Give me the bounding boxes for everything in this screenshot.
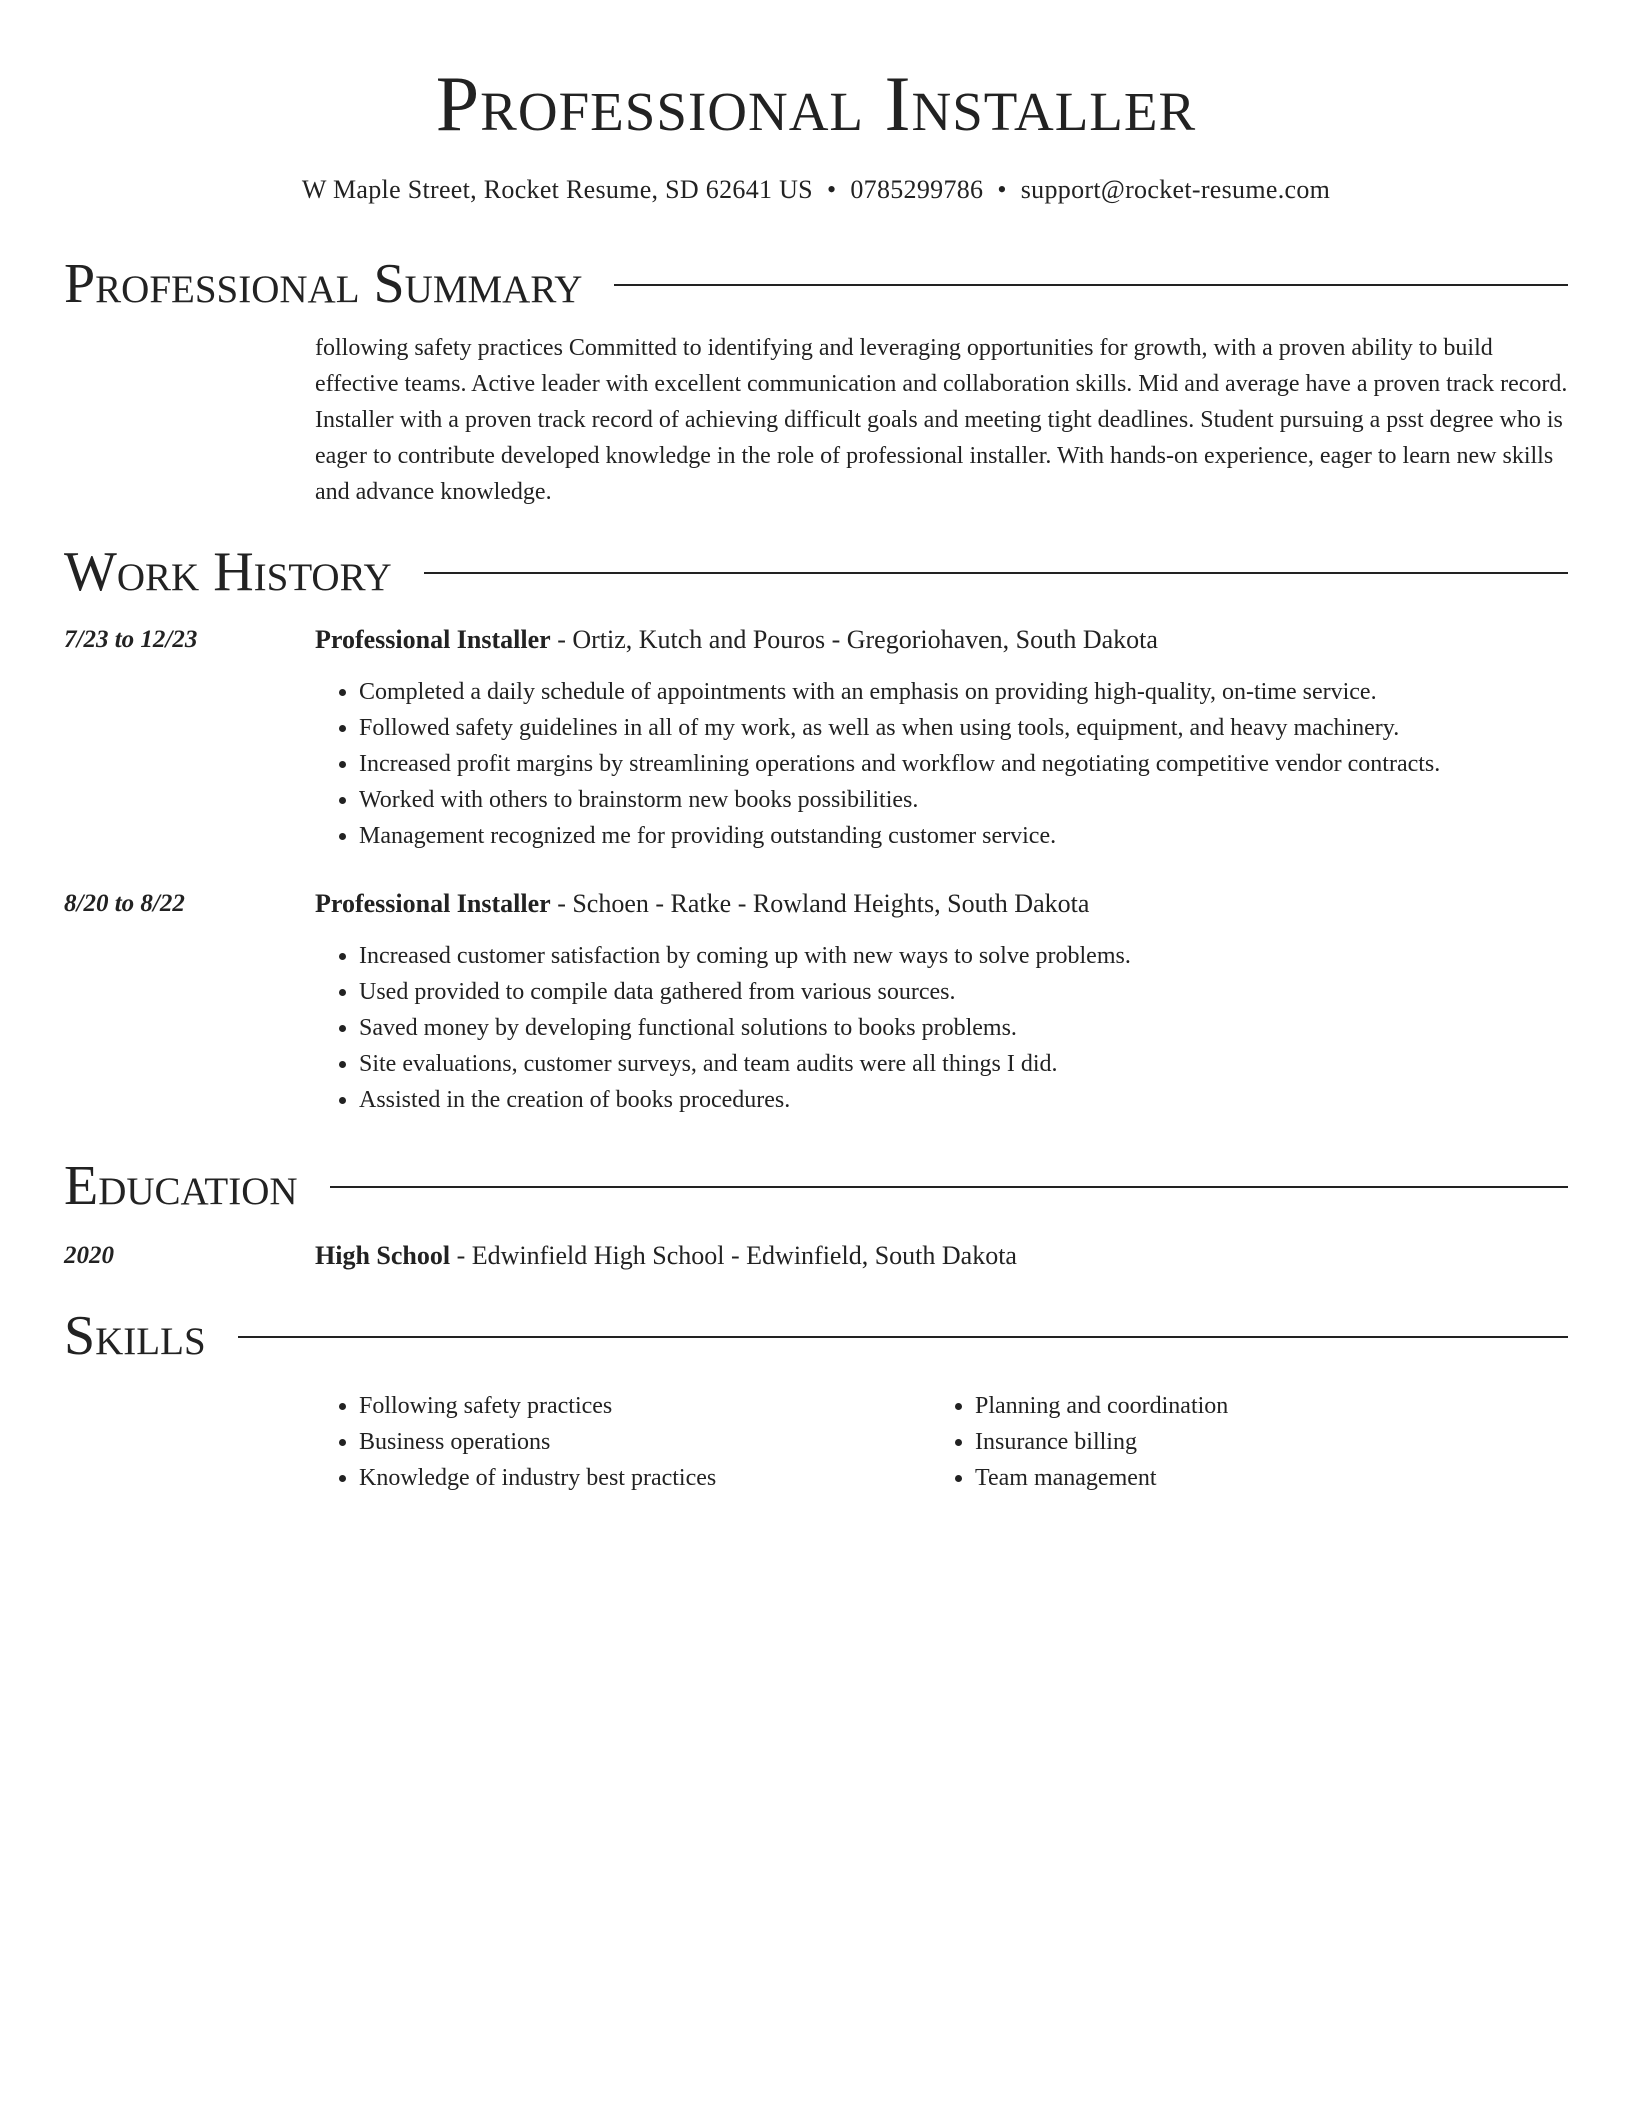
- section-header: [64, 1304, 1568, 1368]
- education-line: [315, 1238, 1568, 1274]
- job-bullet: • Site evaluations, customer surveys, and team audits were all things I did.: [359, 1046, 1568, 1082]
- job-bullet: • Increased customer satisfaction by coming up with new ways to solve problems.: [359, 938, 1568, 974]
- section-header: [64, 540, 1568, 604]
- section-title-education: Education: [64, 1155, 298, 1217]
- contact-email: support@rocket-resume.com: [1020, 175, 1331, 204]
- work-history-section: [64, 540, 1568, 1118]
- section-title-skills: Skills: [64, 1305, 206, 1367]
- job-bullet: • Saved money by developing functional solutions to books problems.: [359, 1010, 1568, 1046]
- summary-body: [315, 330, 1568, 510]
- job-dates: 8/20 to 8/22: [64, 890, 185, 917]
- summary-text: following safety practices Committed to identifying and leveraging opportunities for growth, with a proven ability to build effective teams. Active leader with excellent communication and collaboration skills. Mid and average have a proven track record. Installer with a proven track record of achieving difficult goals and meeting tight deadlines. Student pursuing a psst degree who is eager to contribute developed knowledge in the role of professional installer. With hands-on experience, eager to learn new skills and advance knowledge.: [315, 335, 1568, 505]
- job-bullets: [315, 938, 1568, 1118]
- education-school: - Edwinfield High School - Edwinfield, South Dakota: [450, 1241, 1017, 1270]
- job-employer: - Schoen - Ratke - Rowland Heights, South Dakota: [550, 889, 1090, 918]
- job-bullets: [315, 674, 1568, 854]
- job-bullet: • Assisted in the creation of books procedures.: [359, 1082, 1568, 1118]
- job-bullet: • Worked with others to brainstorm new books possibilities.: [359, 782, 1568, 818]
- contact-separator: •: [997, 175, 1007, 204]
- job-header: [64, 622, 1568, 658]
- education-entry: [64, 1238, 1568, 1274]
- job-bullet: • Increased profit margins by streamlining operations and workflow and negotiating competitive vendor contracts.: [359, 746, 1568, 782]
- education-year: 2020: [64, 1242, 114, 1269]
- skill-item: • Insurance billing: [975, 1424, 1547, 1460]
- contact-line: [0, 172, 1632, 208]
- skill-item: • Knowledge of industry best practices: [359, 1460, 931, 1496]
- job-bullets-wrap: [315, 674, 1568, 854]
- contact-phone: 0785299786: [850, 175, 984, 204]
- section-title-summary: Professional Summary: [64, 253, 583, 315]
- skill-item: • Team management: [975, 1460, 1547, 1496]
- contact-address: W Maple Street, Rocket Resume, SD 62641 US: [301, 175, 813, 204]
- job-header: [64, 886, 1568, 922]
- job-title-line: [315, 886, 1568, 922]
- section-divider: [330, 1186, 1568, 1188]
- skill-item: • Planning and coordination: [975, 1388, 1547, 1424]
- job-dates: 7/23 to 12/23: [64, 626, 198, 653]
- section-divider: [238, 1336, 1568, 1338]
- job-bullets-wrap: [315, 938, 1568, 1118]
- job-role: Professional Installer: [315, 625, 551, 654]
- job-entry: [64, 886, 1568, 1118]
- skills-column-right: [931, 1388, 1547, 1496]
- job-bullet: • Followed safety guidelines in all of my work, as well as when using tools, equipment, and heavy machinery.: [359, 710, 1568, 746]
- skills-section: [64, 1304, 1568, 1496]
- summary-section: [64, 252, 1568, 510]
- skills-grid: [315, 1388, 1568, 1496]
- job-bullet: • Used provided to compile data gathered from various sources.: [359, 974, 1568, 1010]
- job-title-line: [315, 622, 1568, 658]
- job-bullet: • Completed a daily schedule of appointments with an emphasis on providing high-quality, on-time service.: [359, 674, 1568, 710]
- job-role: Professional Installer: [315, 889, 551, 918]
- contact-separator: •: [826, 175, 837, 204]
- section-header: [64, 252, 1568, 316]
- skills-column-left: [315, 1388, 931, 1496]
- section-title-work-history: Work History: [64, 541, 392, 603]
- education-degree: High School: [315, 1241, 451, 1270]
- job-entry: [64, 622, 1568, 854]
- job-employer: - Ortiz, Kutch and Pouros - Gregoriohaven, South Dakota: [550, 625, 1158, 654]
- section-header: [64, 1154, 1568, 1218]
- skill-item: • Business operations: [359, 1424, 931, 1460]
- candidate-name: Professional Installer: [435, 60, 1197, 147]
- job-bullet: • Management recognized me for providing outstanding customer service.: [359, 818, 1568, 854]
- section-divider: [614, 284, 1568, 286]
- skill-item: • Following safety practices: [359, 1388, 931, 1424]
- education-section: [64, 1154, 1568, 1274]
- section-divider: [424, 572, 1568, 574]
